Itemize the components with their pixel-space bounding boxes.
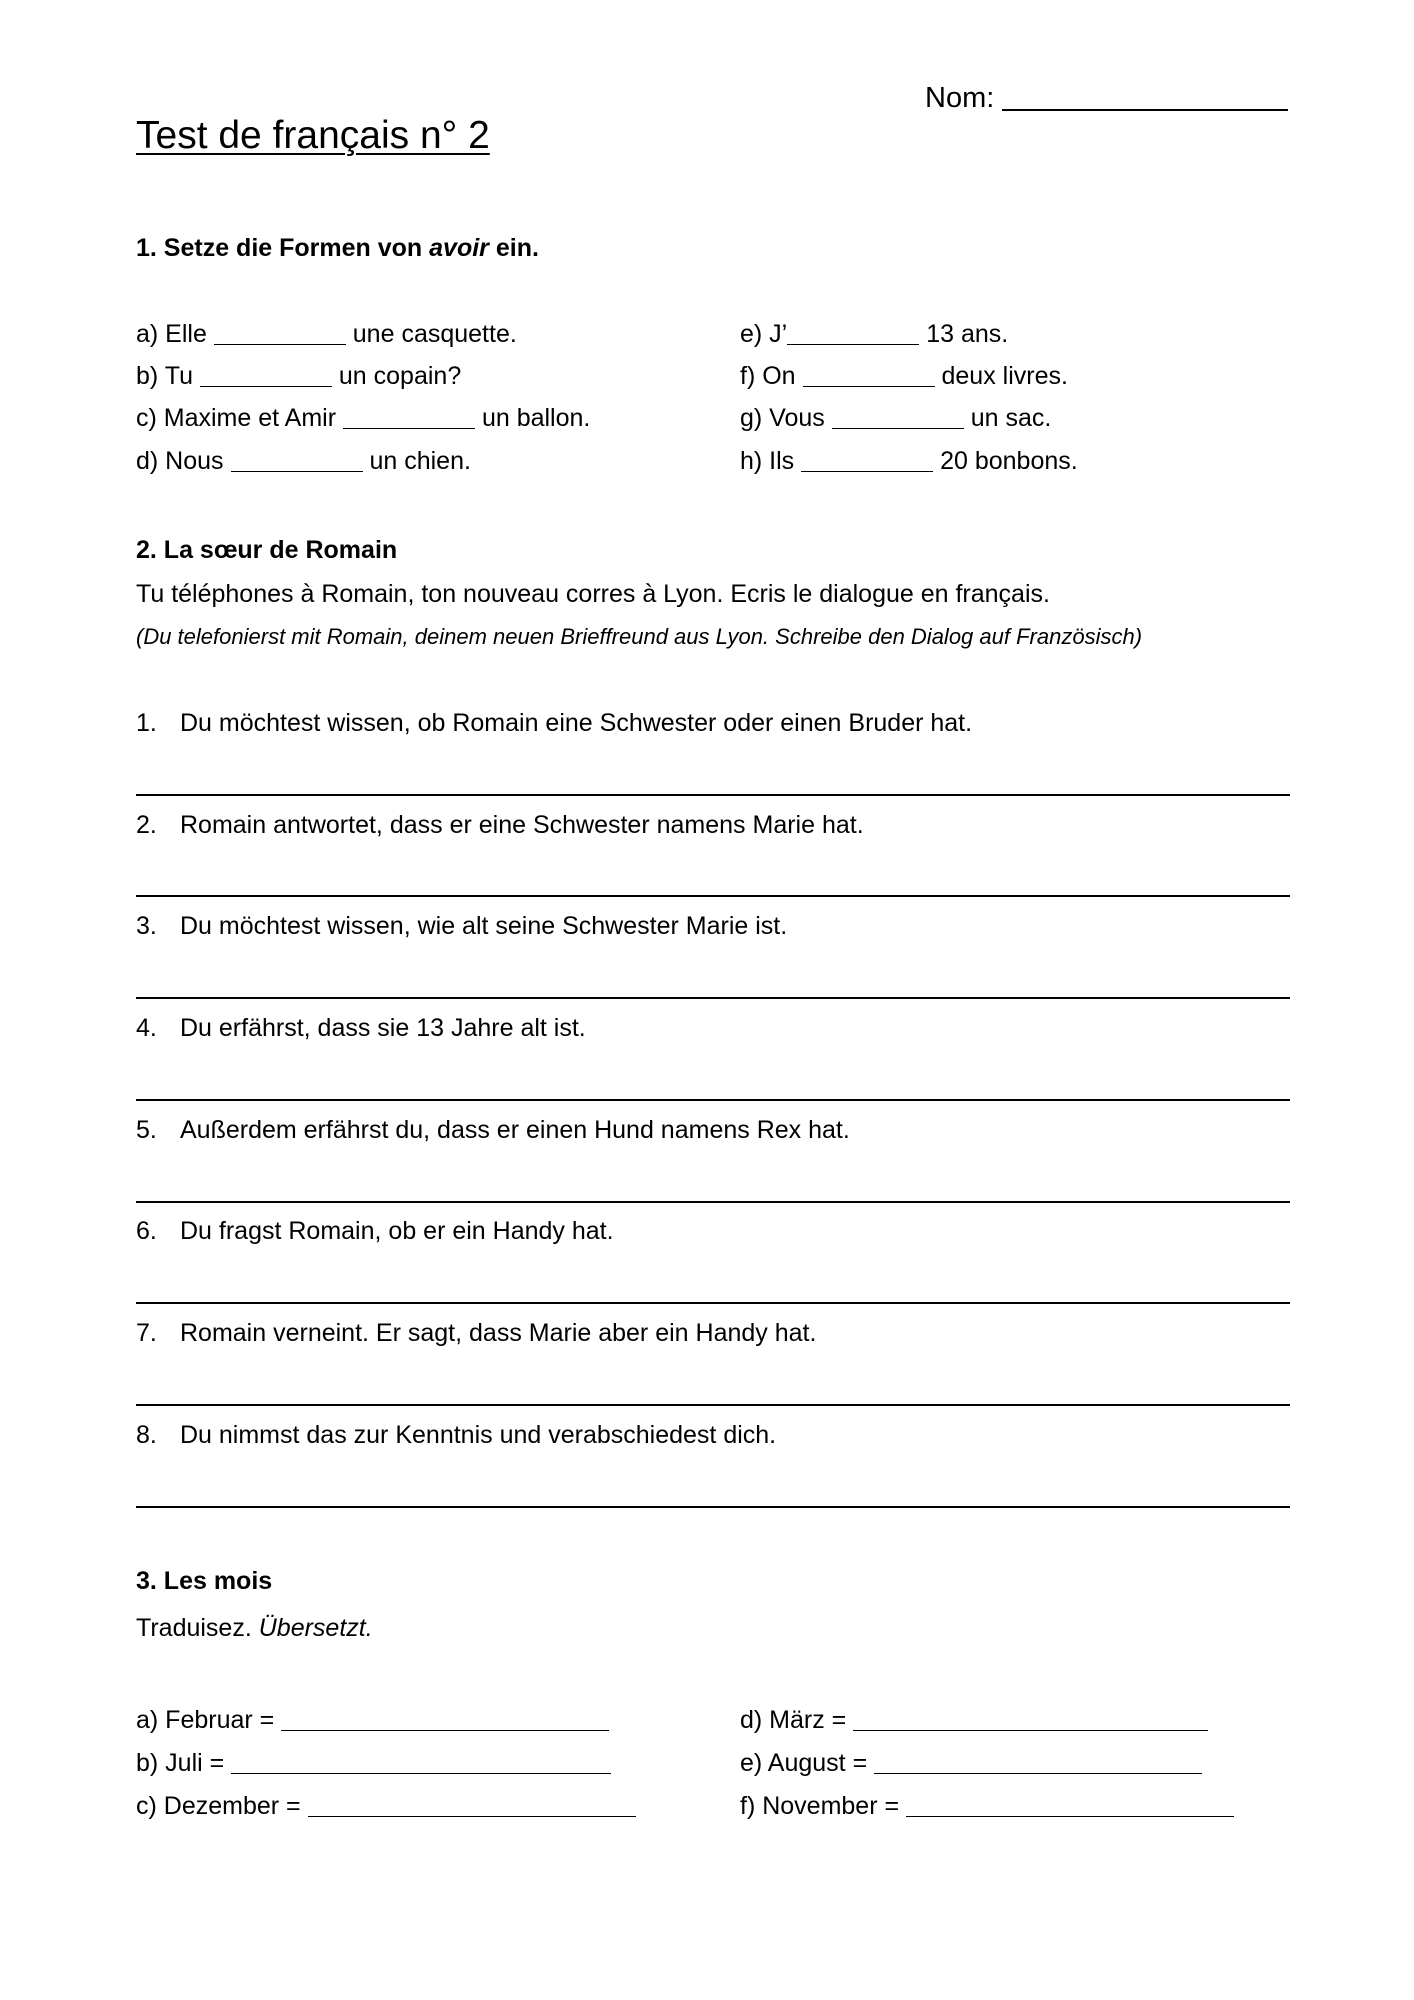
answer-blank[interactable] — [787, 344, 919, 345]
name-blank[interactable] — [1002, 109, 1288, 111]
answer-line-5[interactable] — [136, 1201, 1290, 1203]
answer-blank[interactable] — [231, 471, 363, 472]
page-title: Test de français n° 2 — [136, 114, 490, 157]
month-label: d) März = — [740, 1706, 847, 1734]
item-prefix: g) Vous — [740, 404, 825, 432]
item-suffix: un chien. — [369, 447, 471, 475]
answer-blank[interactable] — [906, 1816, 1234, 1817]
section2-heading: 2. La sœur de Romain — [136, 536, 398, 564]
answer-blank[interactable] — [343, 428, 475, 429]
dialogue-prompt-6 — [136, 1217, 614, 1246]
answer-line-2[interactable] — [136, 895, 1290, 897]
answer-line-8[interactable] — [136, 1506, 1290, 1508]
month-label: a) Februar = — [136, 1706, 275, 1734]
item-suffix: une casquette. — [352, 320, 517, 348]
section2-instruction: Tu téléphones à Romain, ton nouveau corres à Lyon. Ecris le dialogue en français. — [136, 580, 1050, 608]
answer-blank[interactable] — [832, 428, 964, 429]
avoir-item-b — [136, 362, 461, 391]
section1-heading — [136, 234, 539, 263]
prompt-number: 5. — [136, 1116, 157, 1144]
section3-instruction — [136, 1614, 373, 1643]
answer-blank[interactable] — [231, 1773, 611, 1774]
avoir-item-f — [740, 362, 1068, 391]
section2-note: (Du telefonierst mit Romain, deinem neuen Brieffreund aus Lyon. Schreibe den Dialog auf Französisch) — [136, 624, 1143, 649]
answer-line-3[interactable] — [136, 997, 1290, 999]
month-item-c — [136, 1792, 636, 1821]
section1-heading-verb: avoir — [429, 234, 489, 262]
answer-blank[interactable] — [214, 344, 346, 345]
section1-heading-post: ein. — [488, 234, 539, 262]
avoir-item-g — [740, 404, 1051, 433]
prompt-text: Du möchtest wissen, wie alt seine Schwester Marie ist. — [180, 912, 788, 940]
dialogue-prompt-1 — [136, 709, 972, 738]
section3-instruction-fr: Traduisez. — [136, 1614, 252, 1642]
prompt-text: Du erfährst, dass sie 13 Jahre alt ist. — [180, 1014, 586, 1042]
answer-line-1[interactable] — [136, 794, 1290, 796]
avoir-item-a — [136, 320, 517, 349]
dialogue-prompt-2 — [136, 811, 864, 840]
item-suffix: un ballon. — [481, 404, 591, 432]
prompt-text: Du nimmst das zur Kenntnis und verabschiedest dich. — [180, 1421, 777, 1449]
prompt-number: 3. — [136, 912, 157, 940]
avoir-item-e — [740, 320, 1008, 349]
section3-heading: 3. Les mois — [136, 1567, 273, 1595]
item-suffix: un copain? — [338, 362, 462, 390]
answer-line-4[interactable] — [136, 1099, 1290, 1101]
prompt-text: Du fragst Romain, ob er ein Handy hat. — [180, 1217, 614, 1245]
month-item-a — [136, 1706, 609, 1735]
dialogue-prompt-3 — [136, 912, 787, 941]
prompt-number: 6. — [136, 1217, 157, 1245]
prompt-number: 8. — [136, 1421, 157, 1449]
item-prefix: f) On — [740, 362, 796, 390]
answer-blank[interactable] — [308, 1816, 636, 1817]
item-prefix: b) Tu — [136, 362, 193, 390]
answer-line-7[interactable] — [136, 1404, 1290, 1406]
answer-blank[interactable] — [200, 386, 332, 387]
prompt-text: Außerdem erfährst du, dass er einen Hund namens Rex hat. — [180, 1116, 850, 1144]
item-suffix: 13 ans. — [926, 320, 1009, 348]
name-field[interactable] — [925, 82, 1288, 115]
answer-blank[interactable] — [874, 1773, 1202, 1774]
dialogue-prompt-8 — [136, 1421, 776, 1450]
prompt-text: Romain verneint. Er sagt, dass Marie aber ein Handy hat. — [180, 1319, 817, 1347]
avoir-item-d — [136, 447, 471, 476]
month-item-e — [740, 1749, 1202, 1778]
item-prefix: h) Ils — [740, 447, 795, 475]
prompt-number: 4. — [136, 1014, 157, 1042]
item-prefix: e) J’ — [740, 320, 788, 348]
item-prefix: a) Elle — [136, 320, 207, 348]
answer-blank[interactable] — [853, 1730, 1208, 1731]
month-label: b) Juli = — [136, 1749, 225, 1777]
answer-blank[interactable] — [803, 386, 935, 387]
item-suffix: deux livres. — [941, 362, 1068, 390]
section3-instruction-de: Übersetzt. — [258, 1614, 373, 1642]
prompt-text: Du möchtest wissen, ob Romain eine Schwester oder einen Bruder hat. — [180, 709, 973, 737]
month-item-f — [740, 1792, 1234, 1821]
prompt-number: 7. — [136, 1319, 157, 1347]
dialogue-prompt-7 — [136, 1319, 816, 1348]
item-prefix: d) Nous — [136, 447, 224, 475]
avoir-item-h — [740, 447, 1078, 476]
dialogue-prompt-4 — [136, 1014, 586, 1043]
section1-heading-pre: 1. Setze die Formen von — [136, 234, 430, 262]
answer-line-6[interactable] — [136, 1302, 1290, 1304]
month-label: e) August = — [740, 1749, 868, 1777]
prompt-number: 1. — [136, 709, 157, 737]
prompt-number: 2. — [136, 811, 157, 839]
name-label: Nom: — [925, 82, 995, 114]
prompt-text: Romain antwortet, dass er eine Schwester namens Marie hat. — [180, 811, 864, 839]
answer-blank[interactable] — [801, 471, 933, 472]
dialogue-prompt-5 — [136, 1116, 850, 1145]
month-label: c) Dezember = — [136, 1792, 301, 1820]
item-suffix: 20 bonbons. — [940, 447, 1078, 475]
answer-blank[interactable] — [281, 1730, 609, 1731]
month-item-d — [740, 1706, 1208, 1735]
item-prefix: c) Maxime et Amir — [136, 404, 337, 432]
month-item-b — [136, 1749, 611, 1778]
month-label: f) November = — [740, 1792, 900, 1820]
item-suffix: un sac. — [970, 404, 1052, 432]
avoir-item-c — [136, 404, 590, 433]
